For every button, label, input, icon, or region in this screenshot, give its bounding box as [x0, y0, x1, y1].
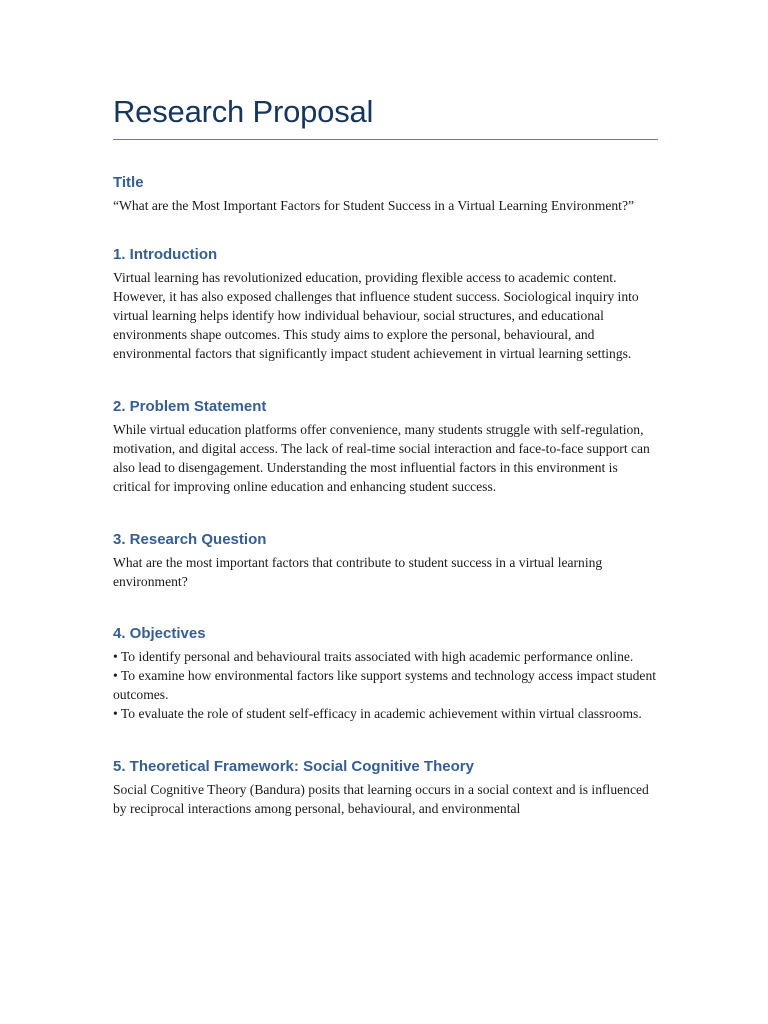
- section-text-introduction: Virtual learning has revolutionized education, providing flexible access to academic content. However, it has also exposed challenges that influence student success. Sociological inquiry into virtual learning helps identify how individual behaviour, social structures, and educational environments shape outcomes. This study aims to explore the personal, behavioural, and environmental factors that significantly impact student achievement in virtual learning settings.: [113, 270, 639, 361]
- section-heading-theoretical-framework: 5. Theoretical Framework: Social Cognitive Theory: [113, 758, 474, 775]
- document-page: [113, 92, 658, 818]
- section-text-title: “What are the Most Important Factors for Student Success in a Virtual Learning Environment?”: [113, 198, 635, 213]
- section-problem-statement: [113, 397, 658, 496]
- section-theoretical-framework: [113, 757, 658, 818]
- section-heading-introduction: 1. Introduction: [113, 246, 218, 263]
- section-research-question: [113, 530, 658, 591]
- objective-item: • To identify personal and behavioural traits associated with high academic performance online.: [113, 649, 634, 664]
- objective-item: • To examine how environmental factors like support systems and technology access impact student outcomes.: [113, 668, 657, 702]
- section-title: [113, 173, 658, 215]
- section-heading-problem-statement: 2. Problem Statement: [113, 398, 267, 415]
- section-objectives: [113, 624, 658, 723]
- document-title: Research Proposal: [113, 94, 374, 129]
- section-heading-objectives: 4. Objectives: [113, 625, 206, 642]
- objectives-list: [113, 647, 658, 723]
- section-text-research-question: What are the most important factors that contribute to student success in a virtual learning environment?: [113, 555, 603, 589]
- section-text-problem-statement: While virtual education platforms offer convenience, many students struggle with self-regulation, motivation, and digital access. The lack of real-time social interaction and face-to-face support can also lead to disengagement. Understanding the most influential factors in this environment is critical for improving online education and enhancing student success.: [113, 422, 650, 494]
- section-introduction: [113, 245, 658, 363]
- title-underline: [113, 139, 658, 140]
- section-heading-research-question: 3. Research Question: [113, 531, 267, 548]
- section-text-theoretical-framework: Social Cognitive Theory (Bandura) posits that learning occurs in a social context and is influenced by reciprocal interactions among personal, behavioural, and environmental: [113, 782, 649, 816]
- objective-item: • To evaluate the role of student self-efficacy in academic achievement within virtual classrooms.: [113, 706, 642, 721]
- section-heading-title: Title: [113, 174, 144, 191]
